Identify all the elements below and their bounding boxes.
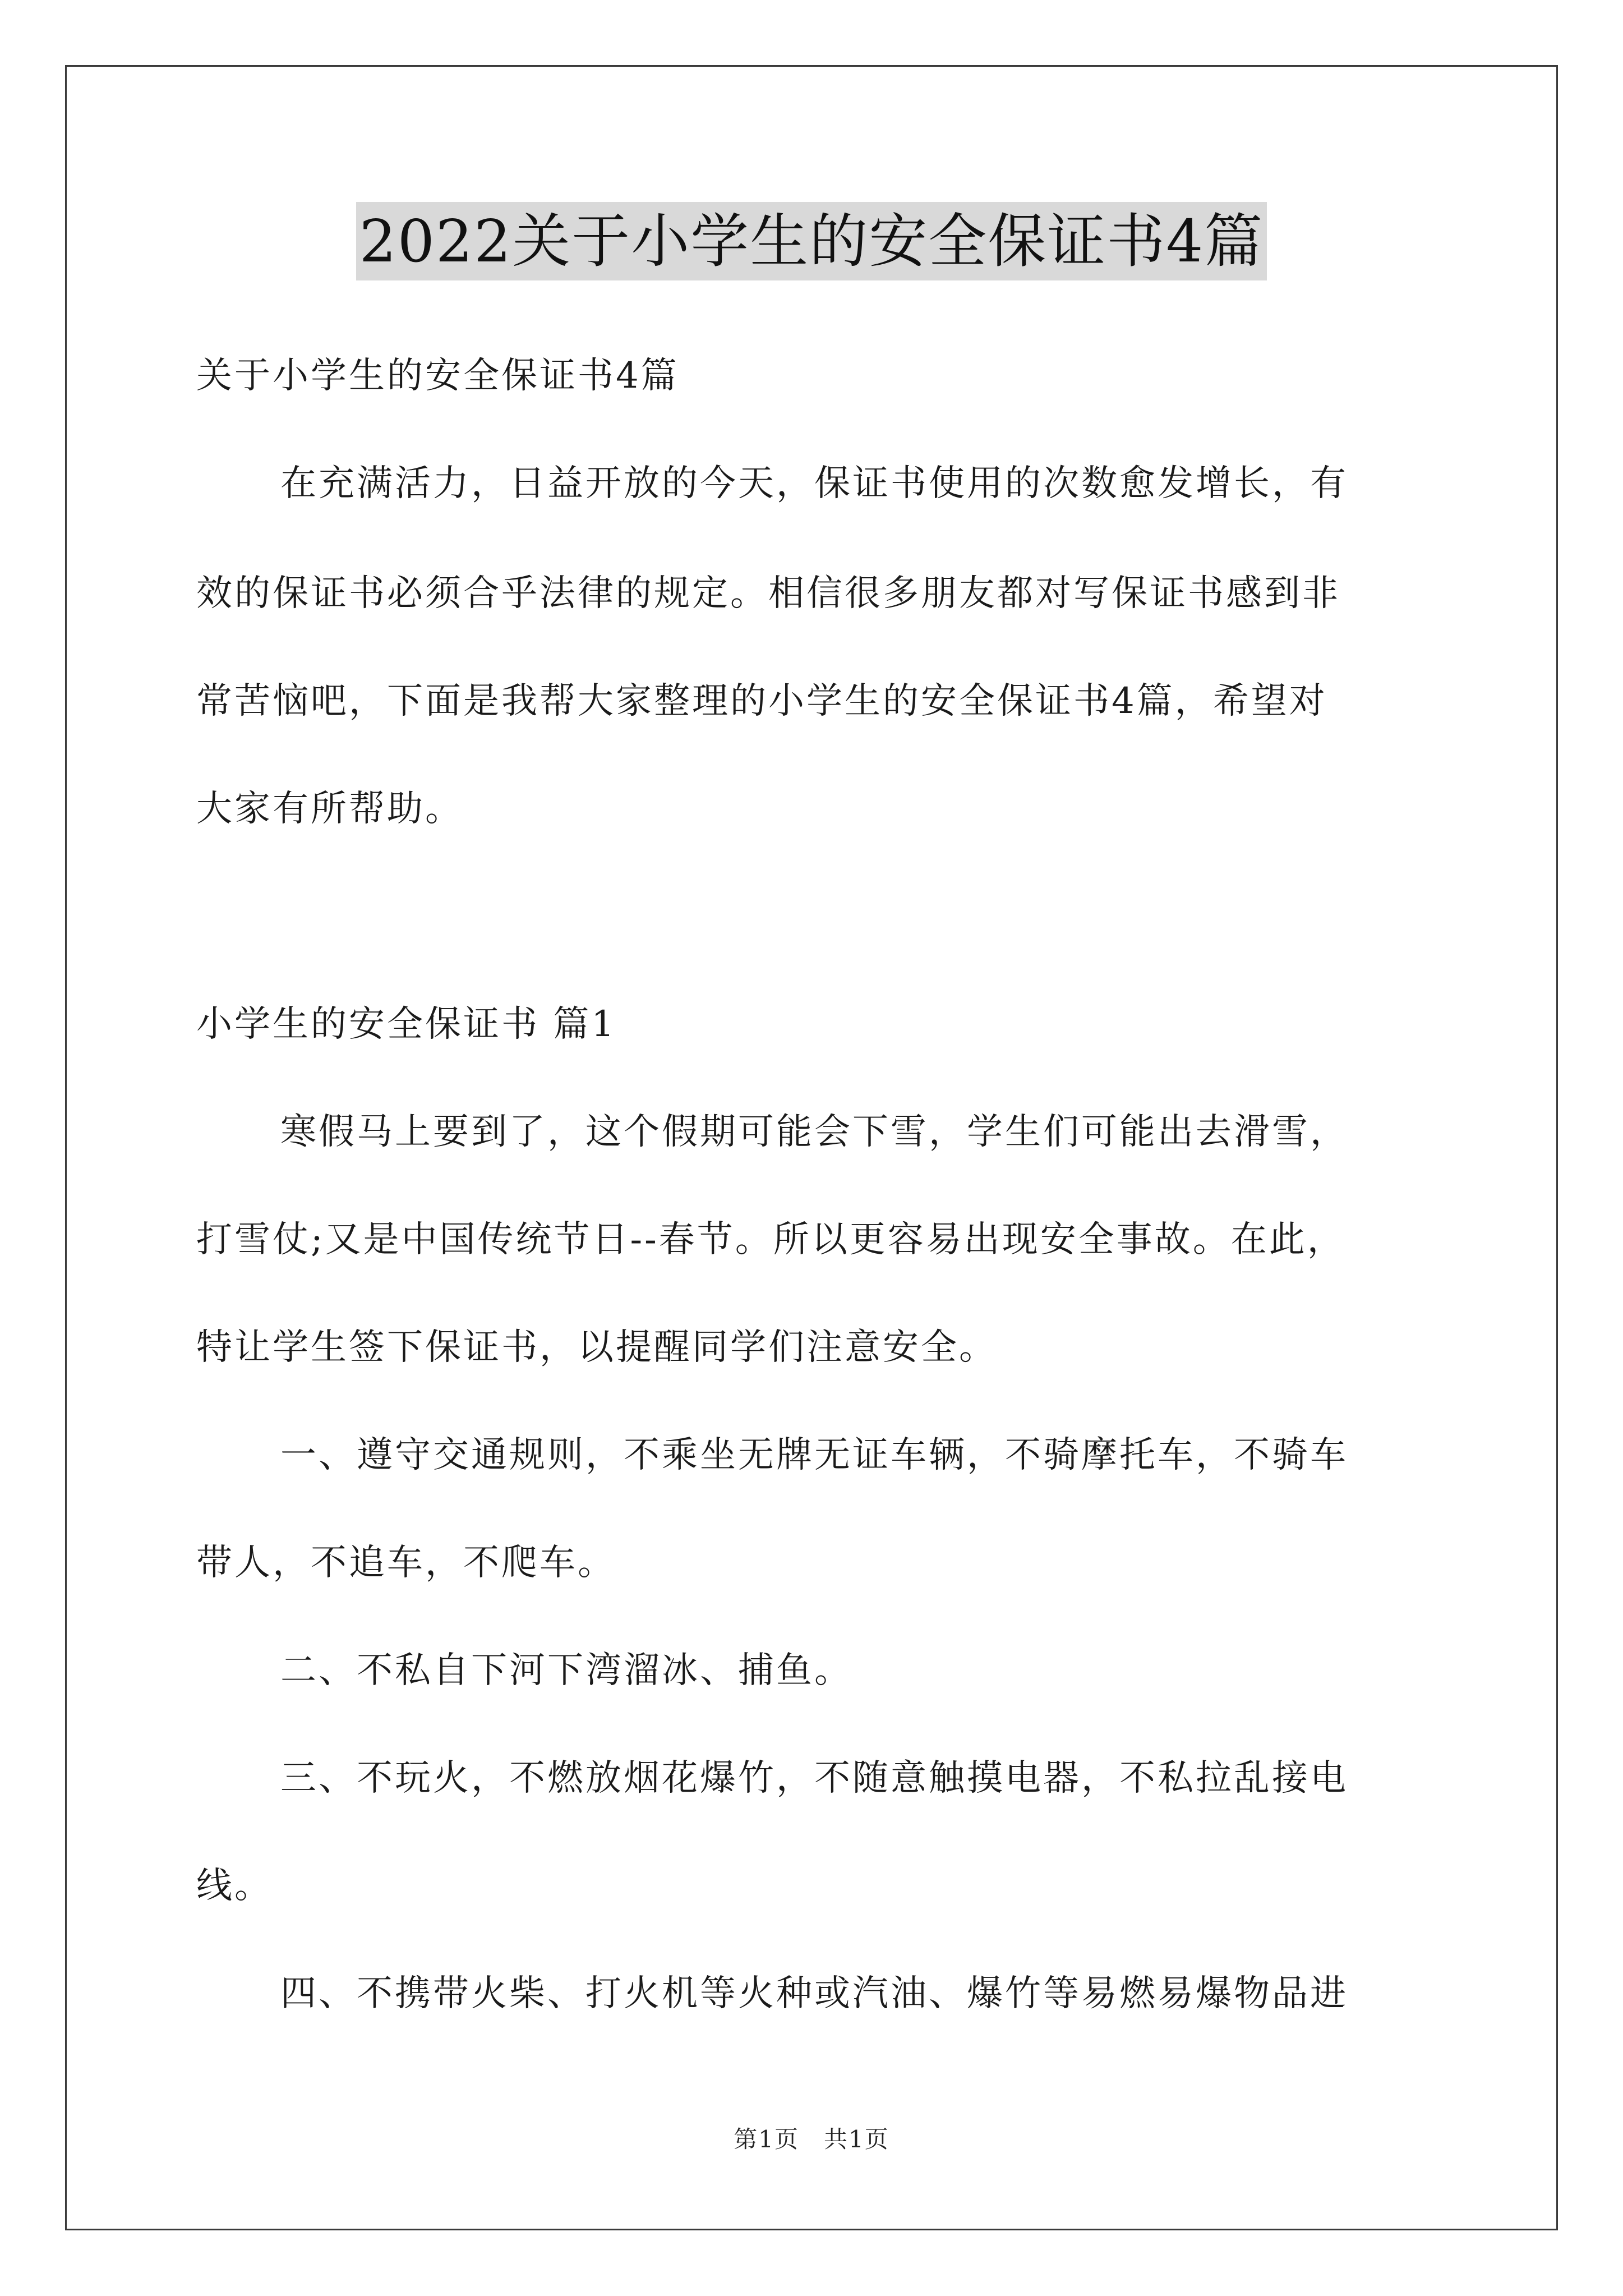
section-line: 带人，不追车，不爬车。 [196,1542,616,1584]
intro-line: 大家有所帮助。 [196,788,463,830]
section-line: 寒假马上要到了，这个假期可能会下雪，学生们可能出去滑雪， [280,1111,1348,1153]
section-line: 一、遵守交通规则，不乘坐无牌无证车辆，不骑摩托车，不骑车 [280,1434,1348,1476]
section-line: 打雪仗;又是中国传统节日--春节。所以更容易出现安全事故。在此， [196,1219,1345,1260]
section-line: 特让学生签下保证书，以提醒同学们注意安全。 [196,1327,997,1368]
intro-line: 在充满活力，日益开放的今天，保证书使用的次数愈发增长，有 [280,463,1348,504]
intro-line: 效的保证书必须合乎法律的规定。相信很多朋友都对写保证书感到非 [196,573,1340,614]
title-container [0,202,1623,280]
intro-line: 常苦恼吧，下面是我帮大家整理的小学生的安全保证书4篇，希望对 [196,680,1327,722]
document-title: 2022关于小学生的安全保证书4篇 [356,202,1267,280]
page-footer: 第1页 共1页 [734,2125,889,2153]
document-subtitle: 关于小学生的安全保证书4篇 [196,355,679,397]
section-line: 四、不携带火柴、打火机等火种或汽油、爆竹等易燃易爆物品进 [280,1973,1348,2014]
section-heading: 小学生的安全保证书 篇1 [196,1004,617,1045]
section-line: 线。 [196,1865,273,1907]
section-line: 三、不玩火，不燃放烟花爆竹，不随意触摸电器，不私拉乱接电 [280,1757,1348,1799]
section-line: 二、不私自下河下湾溜冰、捕鱼。 [280,1650,852,1691]
